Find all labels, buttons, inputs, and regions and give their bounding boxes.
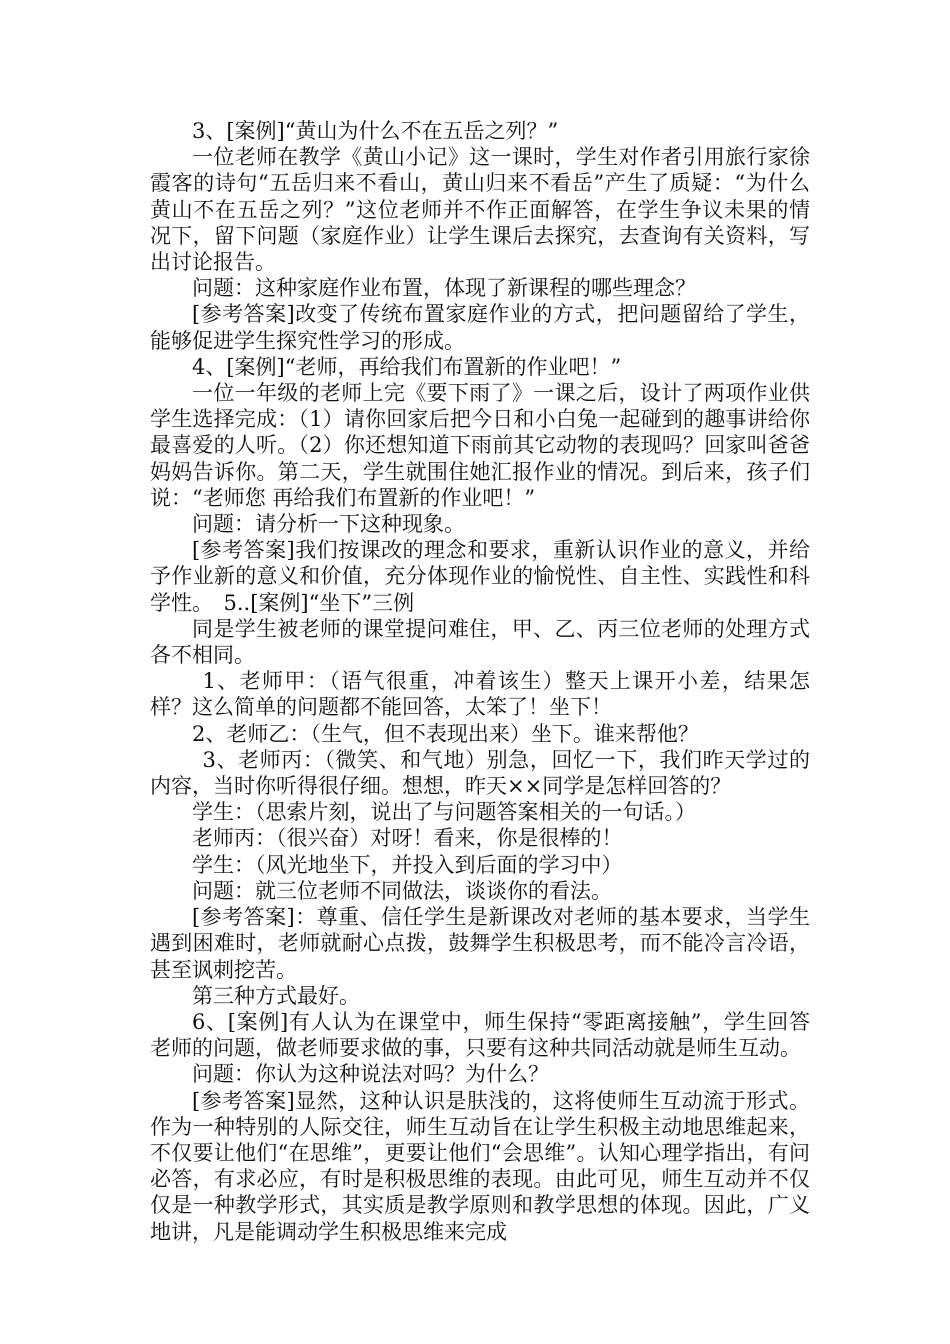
case-5-teacher-a: 1、老师甲：（语气很重，冲着该生）整天上课开小差，结果怎样？这么简单的问题都不能回答，太笨了！坐下！ <box>150 669 810 720</box>
case-5-conclusion: 第三种方式最好。 <box>192 983 360 1008</box>
case-6-heading: 6、[案例]有人认为在课堂中，师生保持“零距离接触”，学生回答老师的问题，做老师要求做的事，只要有这种共同活动就是师生互动。 <box>150 1009 810 1061</box>
case-5-teacher-b: 2、老师乙：（生气，但不表现出来）坐下。谁来帮他？ <box>192 721 699 746</box>
case-4-question: 问题：请分析一下这种现象。 <box>192 512 465 537</box>
case-3-heading: 3、[案例]“黄山为什么不在五岳之列？” <box>192 119 559 143</box>
case-6-question: 问题：你认为这种说法对吗？为什么？ <box>192 1062 549 1087</box>
case-5-description: 同是学生被老师的课堂提问难住，甲、乙、丙三位老师的处理方式各不相同。 <box>150 616 810 668</box>
case-5-teacher-c: 3、老师丙：（微笑、和气地）别急，回忆一下，我们昨天学过的内容，当时你听得很仔细。想想，昨天××同学是怎样回答的？ <box>150 747 810 799</box>
case-4-description: 一位一年级的老师上完《要下雨了》一课之后，设计了两项作业供学生选择完成：（1）请你回家后把今日和小白兔一起碰到的趣事讲给你最喜爱的人听。（2）你还想知道下雨前其它动物的表现吗？回家叫爸爸妈妈告诉你。第二天，学生就围住她汇报作业的情况。到后来，孩子们说：“老师您 再给我们布置新的作业吧！” <box>150 381 810 510</box>
case-3-answer: [参考答案]改变了传统布置家庭作业的方式，把问题留给了学生，能够促进学生探究性学习的形成。 <box>150 302 810 353</box>
case-5-teacher-c-reply: 老师丙：（很兴奋）对呀！看来，你是很棒的！ <box>192 826 623 851</box>
document-body <box>150 118 810 1245</box>
case-6-answer: [参考答案]显然，这种认识是肤浅的，这将使师生互动流于形式。作为一种特别的人际交往，师生互动旨在让学生积极主动地思维起来，不仅要让他们“在思维”，更要让他们“会思维”。认知心理学指出，有问必答，有求必应，有时是积极思维的表现。由此可见，师生互动并不仅仅是一种教学形式，其实质是教学原则和教学思想的体现。因此，广义地讲，凡是能调动学生积极思维来完成 <box>150 1088 810 1244</box>
case-5-answer: [参考答案]：尊重、信任学生是新课改对老师的基本要求，当学生遇到困难时，老师就耐心点拨，鼓舞学生积极思考，而不能冷言冷语，甚至讽刺挖苦。 <box>150 905 810 982</box>
case-3-question: 问题：这种家庭作业布置，体现了新课程的哪些理念？ <box>192 276 696 301</box>
case-3-description: 一位老师在教学《黄山小记》这一课时，学生对作者引用旅行家徐霞客的诗句“五岳归来不看山，黄山归来不看岳”产生了质疑：“为什么黄山不在五岳之列？”这位老师并不作正面解答，在学生争议未果的情况下，留下问题（家庭作业）让学生课后去探究，去查询有关资料，写出讨论报告。 <box>150 145 810 275</box>
case-4-heading: 4、[案例]“老师，再给我们布置新的作业吧！” <box>192 354 622 379</box>
case-5-student-2: 学生：（风光地坐下，并投入到后面的学习中） <box>192 852 623 877</box>
case-4-answer: [参考答案]我们按课改的理念和要求，重新认识作业的意义，并给予作业新的意义和价值，充分体现作业的愉悦性、自主性、实践性和科学性。 5..[案例]“坐下”三例 <box>150 538 810 615</box>
case-5-question: 问题：就三位老师不同做法，谈谈你的看法。 <box>192 878 612 903</box>
case-5-student-1: 学生：（思索片刻，说出了与问题答案相关的一句话。） <box>192 800 696 825</box>
